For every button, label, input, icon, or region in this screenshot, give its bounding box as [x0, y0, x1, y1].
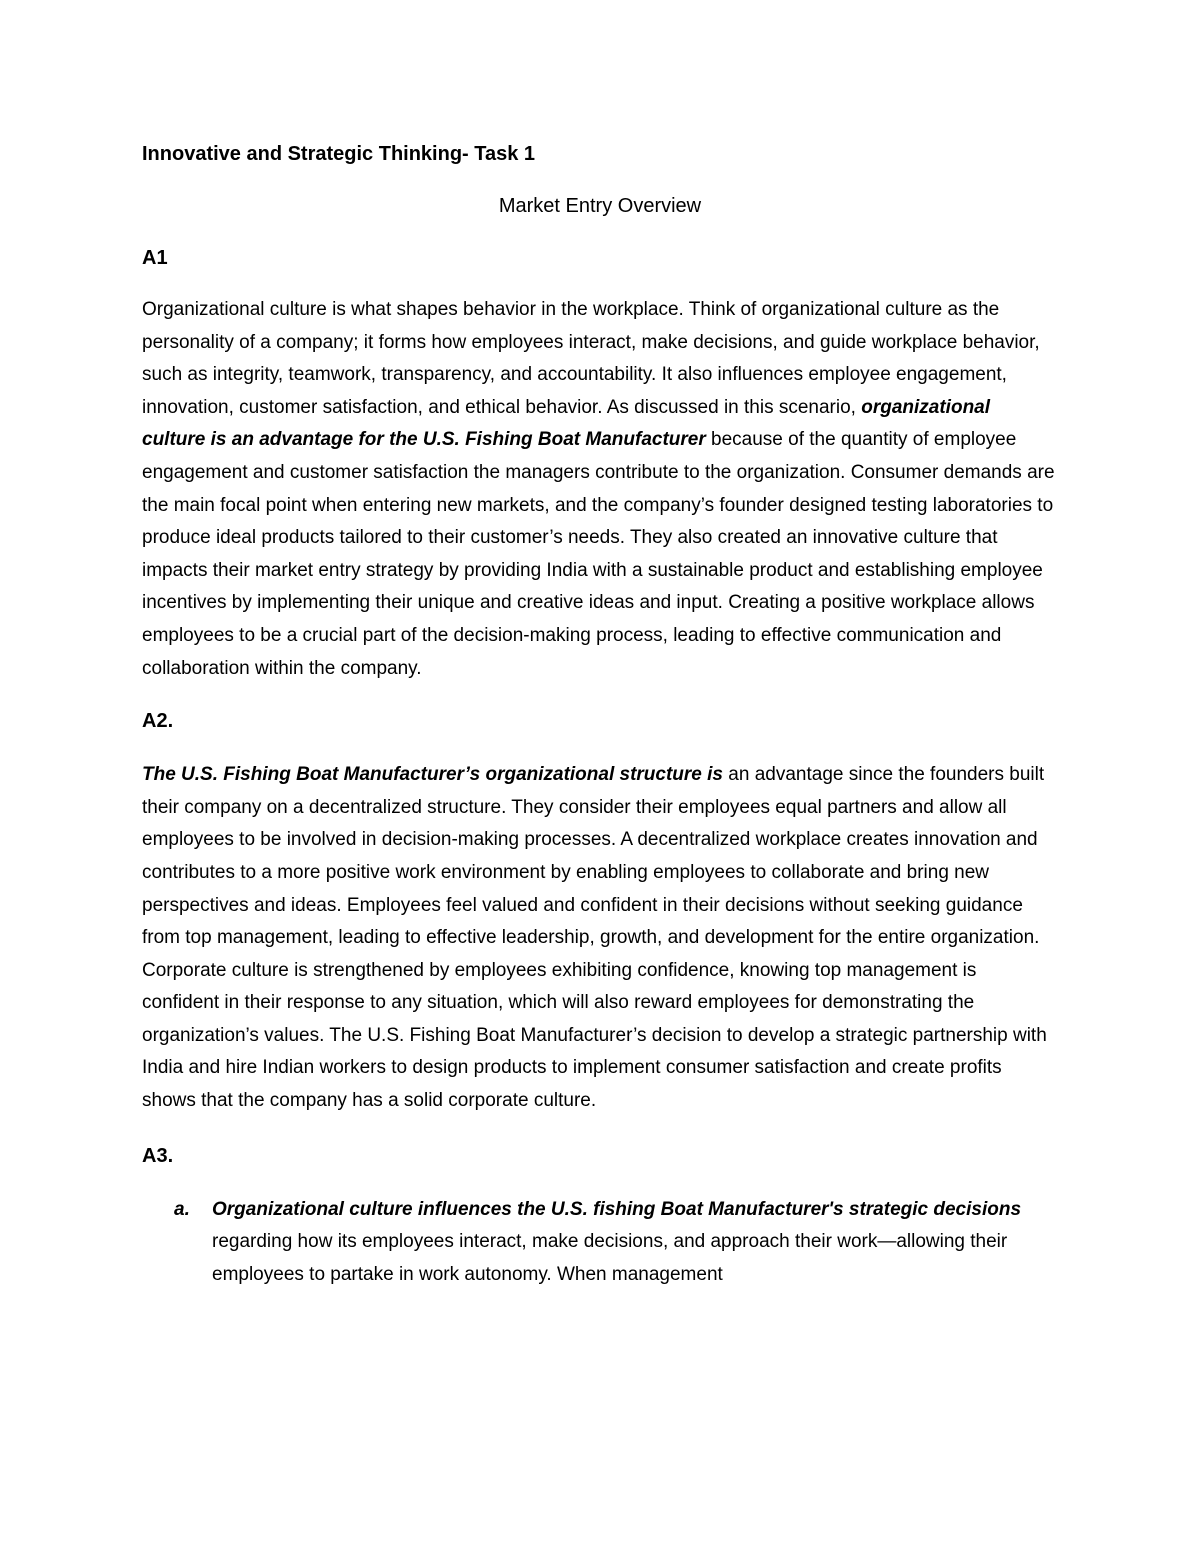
- section-heading-a3: A3.: [142, 1144, 174, 1167]
- a1-text-part-2: because of the quantity of employee engagement and customer satisfaction the managers contribute to the organization. Consumer demands are the main focal point when entering new markets, and the company’s founder designed testing laboratories to produce ideal products tailored to their customer’s needs. They also created an innovative culture that impacts their market entry strategy by providing India with a sustainable product and establishing employee incentives by implementing their unique and creative ideas and input. Creating a positive workplace allows employees to be a crucial part of the decision-making process, leading to effective communication and collaboration within the company.: [142, 429, 1055, 679]
- a1-text-part-1: Organizational culture is what shapes behavior in the workplace. Think of organizational culture as the personality of a company; it forms how employees interact, make decisions, and guide workplace behavior, such as integrity, teamwork, transparency, and accountability. It also influences employee engagement, innovation, customer satisfaction, and ethical behavior. As discussed in this scenario,: [142, 299, 1040, 418]
- section-heading-a2: A2.: [142, 710, 174, 733]
- section-a3-list: [142, 1194, 1058, 1292]
- a3-item-text: regarding how its employees interact, make decisions, and approach their work—allowing their employees to partake in work autonomy. When management: [212, 1231, 1008, 1285]
- section-a2-paragraph: [142, 759, 1058, 1118]
- list-item: [142, 1194, 1058, 1292]
- a1-emphasis: organizational culture is an advantage for the U.S. Fishing Boat Manufacturer: [142, 396, 991, 451]
- a3-item-emphasis: Organizational culture influences the U.S. fishing Boat Manufacturer's strategic decisions: [212, 1198, 1022, 1220]
- document-body: [142, 138, 1058, 1291]
- document-title: Innovative and Strategic Thinking- Task 1: [142, 143, 536, 165]
- document-subtitle: Market Entry Overview: [498, 195, 702, 217]
- a2-text: an advantage since the founders built their company on a decentralized structure. They consider their employees equal partners and allow all employees to be involved in decision-making processes. A decentralized workplace creates innovation and contributes to a more positive work environment by enabling employees to collaborate and bring new perspectives and ideas. Employees feel valued and confident in their decisions without seeking guidance from top management, leading to effective leadership, growth, and development for the entire organization. Corporate culture is strengthened by employees exhibiting confidence, knowing top management is confident in their response to any situation, which will also reward employees for demonstrating the organization’s values. The U.S. Fishing Boat Manufacturer’s decision to develop a strategic partnership with India and hire Indian workers to design products to implement consumer satisfaction and create profits shows that the company has a solid corporate culture.: [142, 764, 1047, 1112]
- section-heading-a1: A1: [142, 247, 168, 269]
- list-marker: a.: [174, 1198, 190, 1220]
- section-a1-paragraph: [142, 294, 1058, 685]
- a2-emphasis: The U.S. Fishing Boat Manufacturer’s organizational structure is: [142, 764, 724, 786]
